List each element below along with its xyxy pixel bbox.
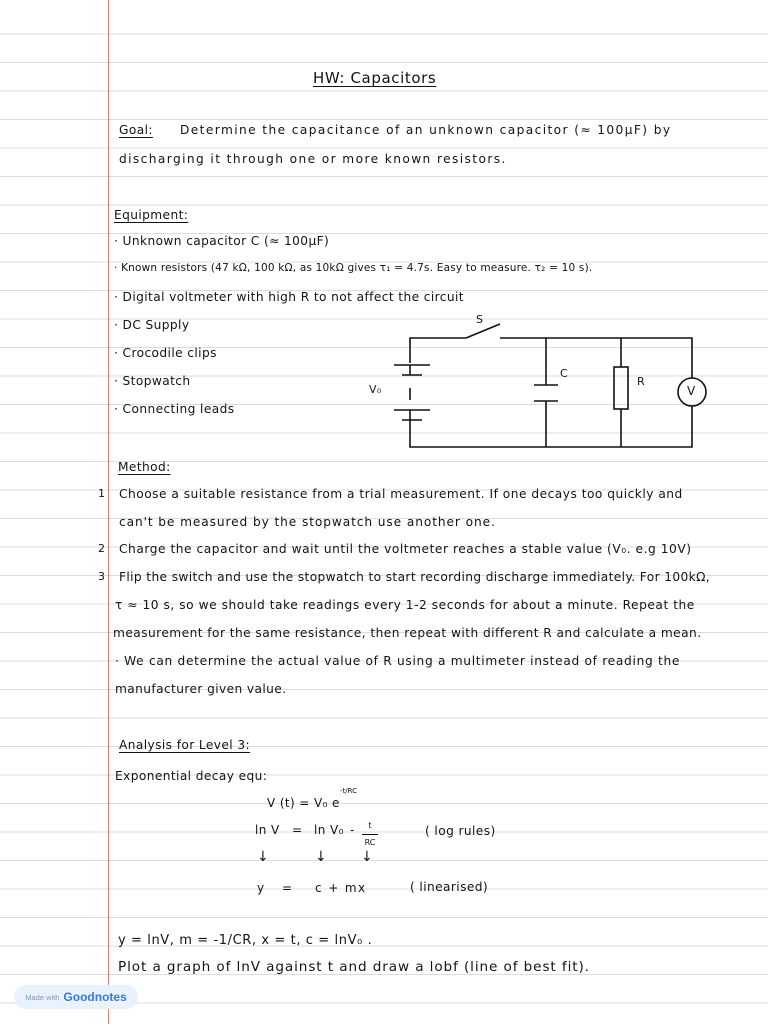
down-arrow-icon: ↓ <box>257 849 270 865</box>
linear-y: y <box>257 881 265 895</box>
wire-top-left <box>410 338 466 363</box>
method-step-text: · We can determine the actual value of R using a multimeter instead of reading the <box>115 654 681 668</box>
down-arrow-icon: ↓ <box>361 849 374 865</box>
method-step-text: measurement for the same resistance, then repeat with different R and calculate a mean. <box>113 626 702 640</box>
down-arrow-icon: ↓ <box>315 849 328 865</box>
equipment-item: · Connecting leads <box>114 402 235 416</box>
equipment-heading: Equipment: <box>114 208 189 222</box>
equipment-item: · Digital voltmeter with high R to not affect the circuit <box>114 290 464 304</box>
method-step-number: 1 <box>98 487 106 500</box>
goal-text-line-2: discharging it through one or more known resistors. <box>119 152 507 166</box>
switch-label: S <box>476 313 484 326</box>
equipment-item: · Stopwatch <box>114 374 191 388</box>
equipment-item: · Crocodile clips <box>114 346 217 360</box>
capacitor-label: C <box>560 367 569 380</box>
equation-exponential: V (t) = V₀ e <box>267 796 340 810</box>
method-step-number: 3 <box>98 570 106 583</box>
method-heading: Method: <box>118 460 171 474</box>
equipment-item: · Unknown capacitor C (≈ 100μF) <box>114 234 330 248</box>
page-title: HW: Capacitors <box>313 69 437 87</box>
method-step-text: Flip the switch and use the stopwatch to start recording discharge immediately. For 100kΩ, <box>119 570 711 584</box>
equation-log-lhs: ln V <box>255 823 280 837</box>
equation-exponent: -t/RC <box>340 787 358 795</box>
analysis-subheading: Exponential decay equ: <box>115 769 268 783</box>
badge-made-with: Made with <box>25 992 60 1002</box>
goal-text-line-1: Determine the capacitance of an unknown capacitor (≈ 100μF) by <box>180 123 672 137</box>
goodnotes-badge <box>14 985 138 1009</box>
equation-fraction-denominator: RC <box>364 838 376 847</box>
variable-definitions: y = lnV, m = -1/CR, x = t, c = lnV₀ . <box>118 933 373 948</box>
equation-log-equals: = <box>292 823 303 837</box>
badge-brand: Goodnotes <box>63 990 127 1004</box>
linear-rest: c + mx <box>315 881 367 895</box>
method-step-text: manufacturer given value. <box>115 682 287 696</box>
conclusion-text: Plot a graph of lnV against t and draw a lobf (line of best fit). <box>118 959 590 975</box>
wire-bottom <box>410 406 692 447</box>
wire-top-right <box>500 338 692 378</box>
method-step-text: can't be measured by the stopwatch use another one. <box>119 515 496 529</box>
fraction-bar <box>362 834 378 835</box>
method-step-number: 2 <box>98 542 106 555</box>
method-step-text: τ ≈ 10 s, so we should take readings every 1-2 seconds for about a minute. Repeat the <box>115 598 695 612</box>
goal-label: Goal: <box>119 123 153 137</box>
switch-blade <box>466 324 500 338</box>
linear-note: ( linearised) <box>410 880 489 894</box>
voltmeter-label: V <box>687 384 696 398</box>
resistor-label: R <box>637 375 646 388</box>
method-step-text: Choose a suitable resistance from a trial measurement. If one decays too quickly and <box>119 487 683 501</box>
equation-log-intercept: ln V₀ <box>314 823 344 837</box>
equipment-item: · DC Supply <box>114 318 190 332</box>
equation-fraction-numerator: t <box>368 821 372 830</box>
resistor-body <box>614 367 628 409</box>
equation-log-note: ( log rules) <box>425 824 496 838</box>
supply-voltage-label: V₀ <box>369 383 382 396</box>
equipment-item: · Known resistors (47 kΩ, 100 kΩ, as 10kΩ gives τ₁ = 4.7s. Easy to measure. τ₂ = 10 s). <box>114 262 593 274</box>
method-step-text: Charge the capacitor and wait until the voltmeter reaches a stable value (V₀. e.g 10V) <box>119 542 692 556</box>
equation-log-minus: - <box>350 823 355 837</box>
linear-equals: = <box>282 881 293 895</box>
analysis-heading: Analysis for Level 3: <box>119 738 251 752</box>
